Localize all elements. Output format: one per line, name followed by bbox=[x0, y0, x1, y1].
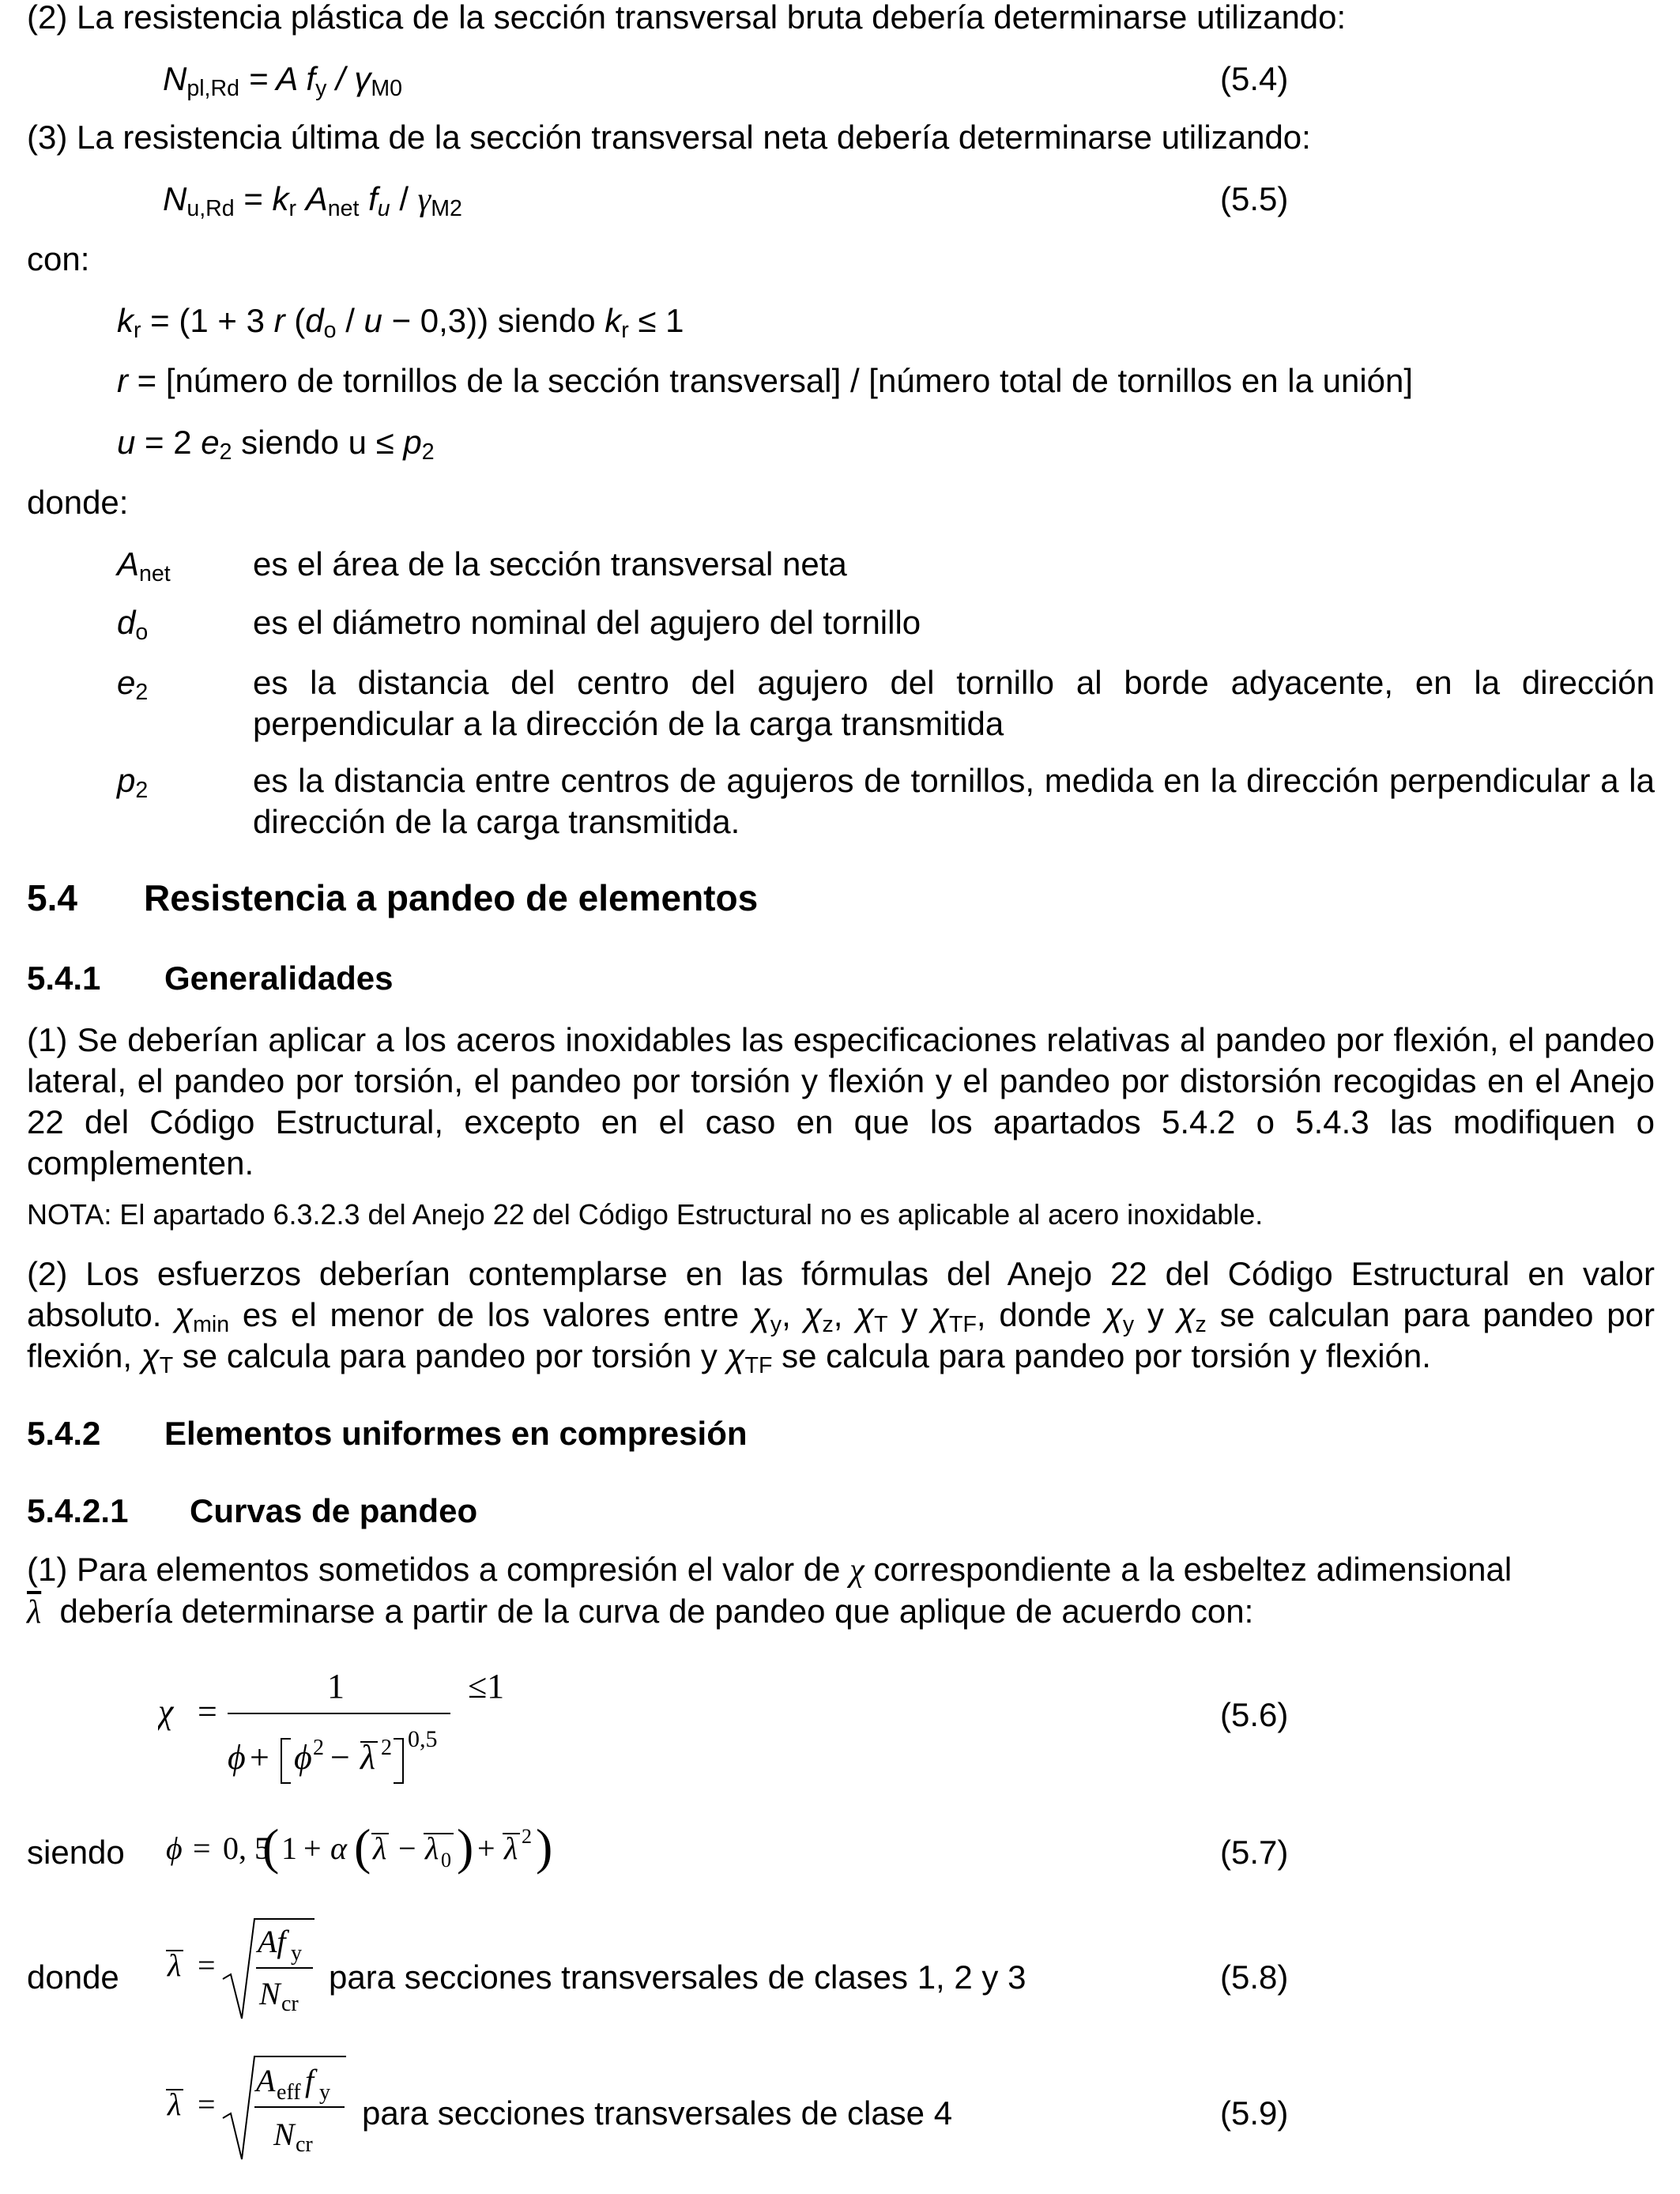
def-symbol-e2: $e_2$ bbox=[117, 664, 149, 706]
equation-5-6-formula bbox=[158, 1658, 522, 1800]
def-symbol-anet: $A_{net}$ bbox=[117, 545, 171, 587]
u-definition: u = 2 $e_2$ siendo $u \le p_2$ bbox=[117, 424, 435, 466]
svg-text:χ: χ bbox=[158, 1692, 174, 1731]
equation-5-5: $N_{u,Rd} = k_r$ $A_{net}$ $f_u / \gamma_{M2}$ bbox=[163, 180, 462, 222]
svg-text:α: α bbox=[330, 1830, 347, 1866]
donde-label: donde: bbox=[27, 484, 129, 521]
svg-text:=: = bbox=[198, 2087, 216, 2122]
svg-text:1: 1 bbox=[281, 1830, 297, 1866]
svg-text:y: y bbox=[291, 1941, 302, 1966]
svg-text:−: − bbox=[330, 1738, 350, 1777]
def-symbol-do: $d_o$ bbox=[117, 604, 149, 646]
svg-text:+: + bbox=[477, 1830, 495, 1866]
svg-text:=: = bbox=[198, 1947, 216, 1983]
svg-text:A: A bbox=[256, 2063, 276, 2098]
svg-text:≤1: ≤1 bbox=[468, 1667, 505, 1706]
nota: NOTA: El apartado 6.3.2.3 del Anejo 22 del Código Estructural no es aplicable al acero inoxidable. bbox=[27, 1198, 1264, 1231]
svg-text:0, 5: 0, 5 bbox=[223, 1830, 270, 1866]
def-text-e2: es la distancia del centro del agujero del tornillo al borde adyacente, en la dirección perpendicular a la dirección de la carga transmitida bbox=[253, 664, 1655, 742]
svg-text:0: 0 bbox=[441, 1849, 451, 1872]
svg-text:0,5: 0,5 bbox=[408, 1726, 438, 1752]
equation-5-8-formula bbox=[163, 1908, 321, 2026]
svg-text:cr: cr bbox=[296, 2132, 313, 2157]
r-definition: r = [número de tornillos de la sección transversal] / [número total de tornillos en la unión] bbox=[117, 362, 1414, 399]
svg-text:+: + bbox=[250, 1738, 269, 1777]
svg-text:+: + bbox=[303, 1830, 322, 1866]
svg-text:(: ( bbox=[262, 1819, 280, 1875]
svg-text:N: N bbox=[273, 2117, 295, 2152]
def-symbol-p2: $p_2$ bbox=[117, 762, 149, 804]
equation-number: (5.6) bbox=[1220, 1696, 1289, 1733]
equation-5-7-formula bbox=[163, 1815, 574, 1894]
svg-text:2: 2 bbox=[381, 1736, 392, 1760]
svg-text:): ) bbox=[536, 1819, 553, 1875]
svg-text:λ: λ bbox=[168, 1947, 182, 1983]
paragraph-5-4-1-1: (1) Se deberían aplicar a los aceros inoxidables las especificaciones relativas al pandeo por flexión, el pandeo lateral, el pandeo por torsión, el pandeo por torsión y flexión y el pandeo por distorsión recogidas en el Anejo 22 del Código Estructural, excepto en el caso en que los apartados 5.4.2 o 5.4.3 las modifiquen o complementen. bbox=[27, 1021, 1655, 1182]
equation-5-9-formula bbox=[163, 2044, 352, 2170]
paragraph-2: (2) La resistencia plástica de la sección transversal bruta debería determinarse utilizando: bbox=[27, 0, 1347, 36]
con-label: con: bbox=[27, 240, 90, 277]
svg-text:ϕ: ϕ bbox=[228, 1738, 246, 1777]
def-text-p2: es la distancia entre centros de agujeros de tornillos, medida en la dirección perpendicular a la dirección de la carga transmitida. bbox=[253, 762, 1655, 840]
svg-text:2: 2 bbox=[522, 1825, 532, 1848]
svg-text:Af: Af bbox=[258, 1924, 286, 1959]
def-text-do: es el diámetro nominal del agujero del tornillo bbox=[253, 604, 921, 641]
equation-5-9-text: para secciones transversales de clase 4 bbox=[362, 2094, 953, 2132]
heading-5-4-2-1: 5.4.2.1 Curvas de pandeo bbox=[27, 1492, 478, 1529]
equation-number: (5.8) bbox=[1220, 1958, 1289, 1996]
svg-text:y: y bbox=[319, 2080, 330, 2105]
equation-number: (5.4) bbox=[1220, 60, 1289, 97]
heading-5-4-1: 5.4.1 Generalidades bbox=[27, 959, 394, 997]
svg-text:λ: λ bbox=[504, 1830, 518, 1866]
paragraph-5-4-1-2: (2) Los esfuerzos deberían contemplarse en las fórmulas del Anejo 22 del Código Estructural en valor absoluto. $\chi_{min}$ es el menor de los valores entre $\chi_y$, $\chi_z$, $\chi_T$ y $\chi_{TF}$, donde $\chi_y$ y $\chi_z$ se calculan para pandeo por flexión, $\chi_T$ se calcula para pandeo por torsión y $\chi_{TF}$ se calcula para pandeo por torsión y flexión. bbox=[27, 1255, 1655, 1379]
svg-text:cr: cr bbox=[281, 1992, 299, 2016]
svg-text:N: N bbox=[259, 1976, 281, 2011]
svg-text:−: − bbox=[398, 1830, 416, 1866]
equation-number: (5.7) bbox=[1220, 1834, 1289, 1871]
equation-number: (5.5) bbox=[1220, 180, 1289, 217]
svg-text:ϕ: ϕ bbox=[294, 1738, 312, 1777]
svg-text:=: = bbox=[198, 1692, 217, 1731]
svg-text:ϕ: ϕ bbox=[166, 1830, 183, 1866]
svg-text:1: 1 bbox=[327, 1667, 345, 1706]
svg-text:λ: λ bbox=[168, 2087, 182, 2122]
svg-text:2: 2 bbox=[313, 1736, 324, 1760]
svg-text:): ) bbox=[457, 1819, 474, 1875]
equation-5-8-text: para secciones transversales de clases 1, 2 y 3 bbox=[329, 1958, 1026, 1996]
paragraph-5-4-2-1-1: (1) Para elementos sometidos a compresión el valor de χ correspondiente a la esbeltez adimensional $\overline{\lambda}$ debería determinarse a partir de la curva de pandeo que aplique de acuerdo con: bbox=[27, 1551, 1512, 1630]
paragraph-3: (3) La resistencia última de la sección transversal neta debería determinarse utilizando: bbox=[27, 119, 1311, 156]
svg-text:=: = bbox=[193, 1830, 211, 1866]
donde-label-2: donde bbox=[27, 1958, 119, 1996]
svg-text:f: f bbox=[305, 2063, 315, 2098]
heading-5-4-2: 5.4.2 Elementos uniformes en compresión bbox=[27, 1415, 748, 1452]
svg-text:λ: λ bbox=[360, 1738, 376, 1777]
equation-5-4: $N_{pl,Rd} = A$ $f_y / \gamma_{M0}$ bbox=[163, 60, 403, 102]
equation-number: (5.9) bbox=[1220, 2094, 1289, 2132]
svg-text:(: ( bbox=[354, 1819, 371, 1875]
def-text-anet: es el área de la sección transversal neta bbox=[253, 545, 847, 582]
siendo-label: siendo bbox=[27, 1834, 125, 1871]
svg-text:λ: λ bbox=[373, 1830, 387, 1866]
kr-definition: $k_r = (1 + 3$ r $(d_o / u - 0,3)$) siendo $k_r \le 1$ bbox=[117, 302, 684, 344]
heading-5-4: 5.4 Resistencia a pandeo de elementos bbox=[27, 877, 759, 918]
svg-text:λ: λ bbox=[425, 1830, 439, 1866]
svg-text:eff: eff bbox=[277, 2080, 301, 2105]
